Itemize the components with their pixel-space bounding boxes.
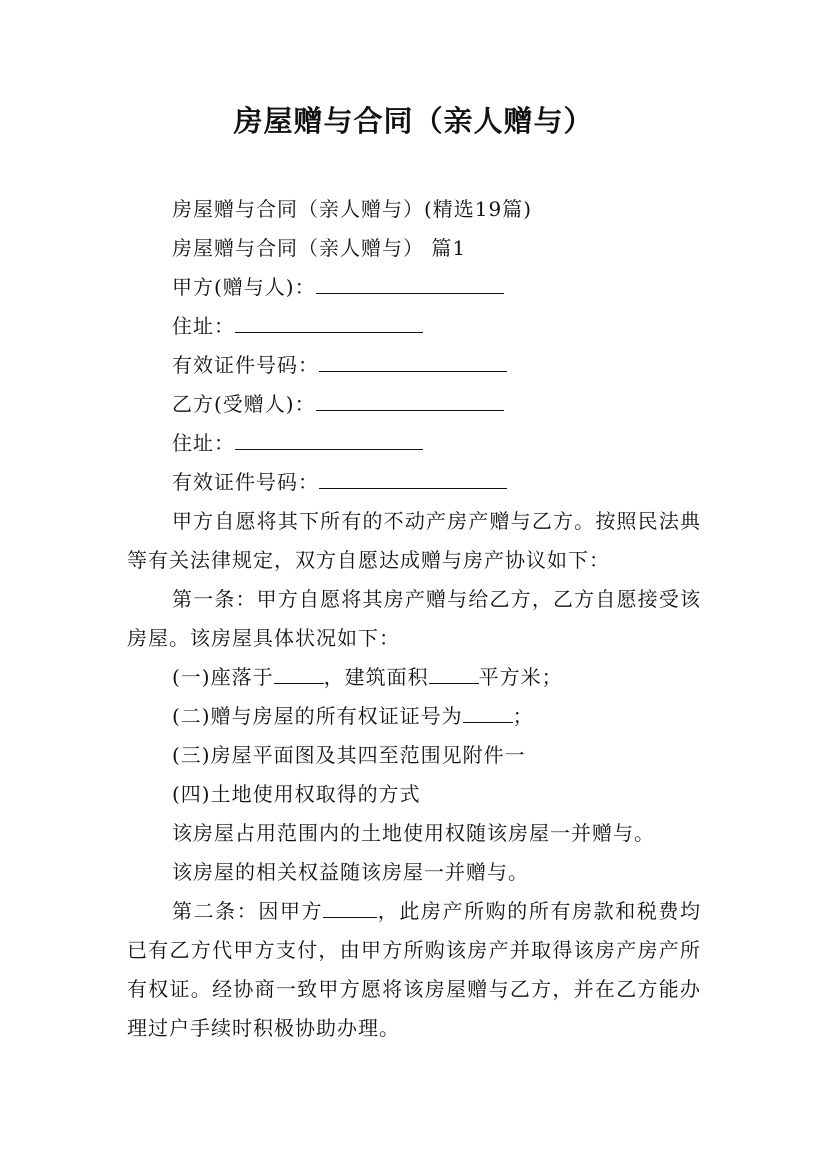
item-four: (四)土地使用权取得的方式 (172, 782, 421, 806)
intro-paragraph: 甲方自愿将其下所有的不动产房产赠与乙方。按照民法典等有关法律规定，双方自愿达成赠与房产协议如下： (127, 509, 701, 572)
subtitle-line: 房屋赠与合同（亲人赠与）(精选19篇) (172, 197, 533, 221)
donor-label: 甲方(赠与人)： (172, 275, 316, 299)
article-two-part-a: 第二条：因甲方 (172, 899, 324, 923)
document-title: 房屋赠与合同（亲人赠与） (233, 104, 594, 138)
land-rights-line: 该房屋占用范围内的土地使用权随该房屋一并赠与。 (172, 821, 655, 845)
item-one (127, 658, 701, 697)
donee-label: 乙方(受赠人)： (172, 392, 316, 416)
donor-address-line (127, 307, 701, 346)
donor-id-blank (319, 355, 507, 372)
reason-blank (323, 901, 377, 918)
item-two (127, 697, 701, 736)
article-two (127, 892, 701, 1048)
article-one: 第一条：甲方自愿将其房产赠与给乙方，乙方自愿接受该房屋。该房屋具体状况如下： (127, 587, 701, 650)
donor-address-blank (235, 316, 423, 333)
item-one-part-a: (一)座落于 (172, 665, 274, 689)
related-rights-line: 该房屋的相关权益随该房屋一并赠与。 (172, 860, 529, 884)
certificate-blank (463, 706, 513, 723)
donee-id-line (127, 463, 701, 502)
donor-id-line (127, 346, 701, 385)
donee-address-label: 住址： (172, 431, 235, 455)
donee-id-label: 有效证件号码： (172, 470, 319, 494)
donee-address-line (127, 424, 701, 463)
document-body (127, 190, 701, 1048)
item-one-part-c: 平方米； (478, 665, 563, 689)
article-two-part-b: ，此房产所购的所有房款和税费均已有乙方代甲方支付，由甲方所购该房产并取得该房产房产所有权证。经协商一致甲方愿将该房屋赠与乙方，并在乙方能办理过户手续时积极协助办理。 (127, 899, 702, 1040)
donee-line (127, 385, 701, 424)
section-heading: 房屋赠与合同（亲人赠与） 篇1 (172, 236, 467, 260)
location-blank (274, 667, 324, 684)
donor-id-label: 有效证件号码： (172, 353, 319, 377)
item-three: (三)房屋平面图及其四至范围见附件一 (172, 743, 526, 767)
donor-address-label: 住址： (172, 314, 235, 338)
donor-blank (316, 277, 504, 294)
item-two-part-a: (二)赠与房屋的所有权证证号为 (172, 704, 463, 728)
area-blank (429, 667, 479, 684)
donee-blank (316, 394, 504, 411)
item-two-part-b: ； (512, 704, 534, 728)
donee-address-blank (235, 433, 423, 450)
donor-line (127, 268, 701, 307)
item-one-part-b: ，建筑面积 (323, 665, 429, 689)
donee-id-blank (319, 472, 507, 489)
